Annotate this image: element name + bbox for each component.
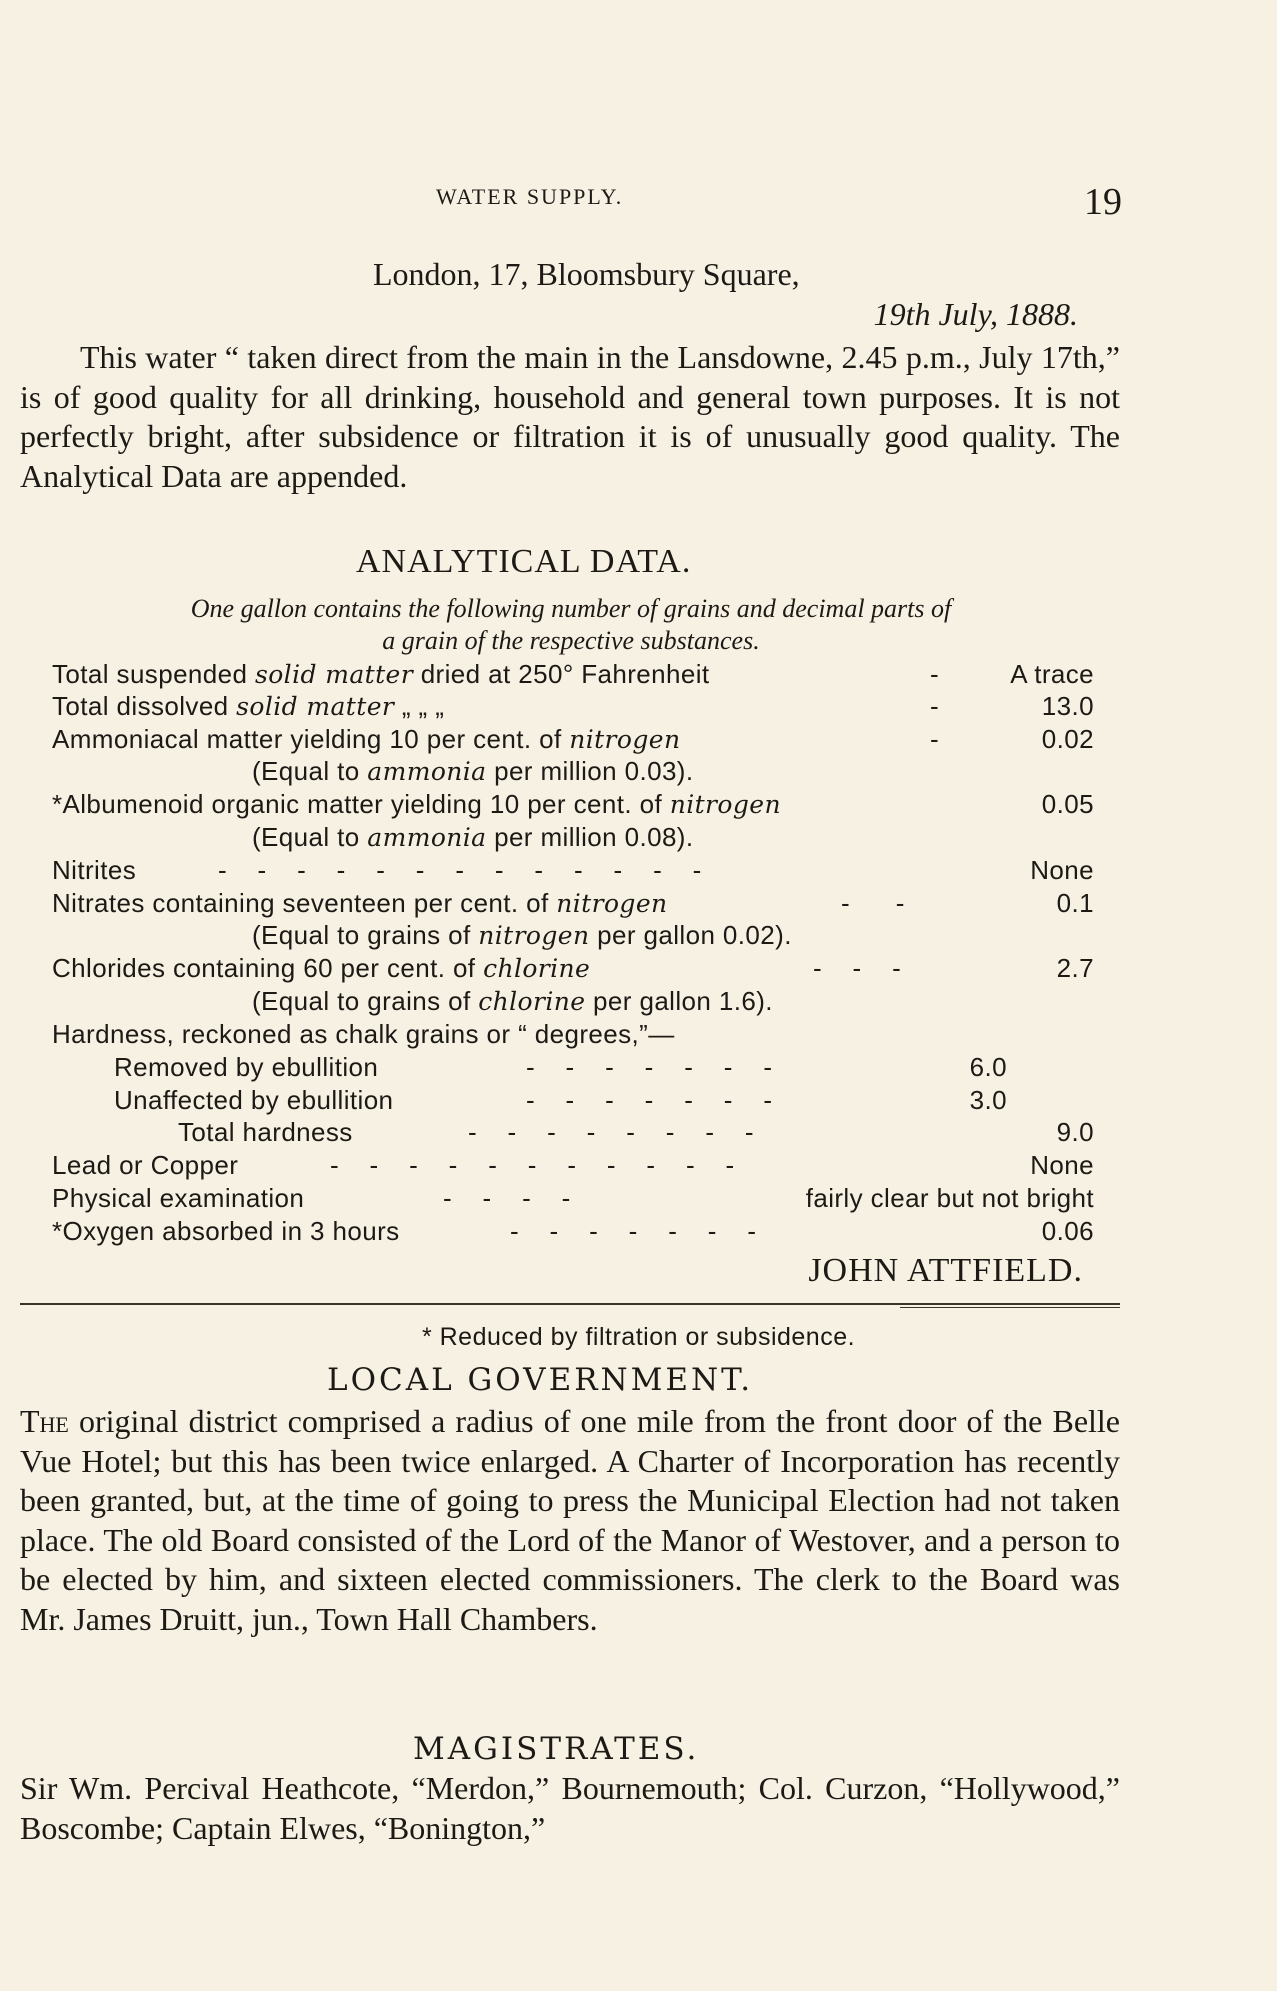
leader-dashes: - - - - - - - - xyxy=(468,1117,754,1147)
analysis-row xyxy=(0,1150,1277,1182)
label-text: Physical examination xyxy=(52,1183,305,1213)
label-text: (Equal to xyxy=(252,822,368,852)
label-text: Total dissolved xyxy=(52,691,237,721)
analysis-row xyxy=(0,822,1277,854)
analysis-row-label xyxy=(252,756,694,787)
analysis-row-label xyxy=(252,986,773,1017)
analysis-row-value: 13.0 xyxy=(1041,691,1094,721)
label-text-after: per million 0.08). xyxy=(486,822,694,852)
analysis-row xyxy=(0,1019,1277,1051)
analysis-row-value: A trace xyxy=(1010,659,1094,689)
label-text: *Albumenoid organic matter yielding 10 per cent. of xyxy=(52,789,670,819)
analysis-row-value: 0.05 xyxy=(1041,789,1094,819)
label-emphasis: nitrogen xyxy=(556,889,668,918)
label-text-after: dried at 250° Fahrenheit xyxy=(413,659,710,689)
analysis-row-value: 9.0 xyxy=(1056,1117,1094,1147)
analysis-row xyxy=(0,1117,1277,1149)
label-text: Ammoniacal matter yielding 10 per cent. of xyxy=(52,724,570,754)
analysis-row-label xyxy=(52,1183,304,1214)
label-emphasis: solid matter xyxy=(236,692,395,721)
label-text-after: „ „ „ xyxy=(394,691,445,721)
label-text: Nitrates containing seventeen per cent. of xyxy=(52,888,557,918)
local-government-text: original district comprised a radius of one mile from the front door of the Belle Vue Hotel; but this has been twice enlarged. A Charter of Incorporation has recently been granted, but, at the time of going to press the Municipal Election had not taken place. The old Board consisted of the Lord of the Manor of Westover, and a person to be elected by him, and sixteen elected commissioners. The clerk to the Board was Mr. James Druitt, jun., Town Hall Chambers. xyxy=(20,1403,1121,1637)
analysis-row-label xyxy=(52,1150,238,1181)
local-government-heading: LOCAL GOVERNMENT. xyxy=(327,1362,754,1398)
analysis-row-label xyxy=(178,1117,353,1148)
leader-dashes: - - - - xyxy=(443,1183,571,1213)
signature: JOHN ATTFIELD. xyxy=(808,1252,1083,1289)
divider-rule-short xyxy=(900,1307,1120,1308)
analysis-row-value: None xyxy=(1030,1150,1094,1180)
analysis-row xyxy=(0,1052,1277,1084)
letter-address: London, 17, Bloomsbury Square, xyxy=(373,256,800,292)
label-text: (Equal to grains of xyxy=(252,986,479,1016)
leader-dashes: - - - - - - - xyxy=(526,1085,773,1115)
analysis-row-label xyxy=(52,1019,675,1050)
leader-dashes: - - - xyxy=(813,953,902,983)
analysis-row-value: 0.1 xyxy=(1056,888,1094,918)
analysis-row xyxy=(0,986,1277,1018)
analysis-row-label xyxy=(52,659,710,690)
analysis-row-value: None xyxy=(1030,855,1094,885)
label-emphasis: ammonia xyxy=(367,757,487,786)
leader-dashes: - - - - - - - - - - - xyxy=(330,1150,735,1180)
label-text: Removed by ebullition xyxy=(114,1052,379,1082)
letter-date: 19th July, 1888. xyxy=(873,296,1078,332)
label-text: (Equal to grains of xyxy=(252,920,479,950)
analysis-row-value: 0.06 xyxy=(1041,1216,1094,1246)
analysis-row xyxy=(0,789,1277,821)
leader-dashes: - - - - - - - - - - - - - xyxy=(218,855,702,885)
label-emphasis: nitrogen xyxy=(569,725,681,754)
label-text: (Equal to xyxy=(252,756,368,786)
analysis-row-value: fairly clear but not bright xyxy=(805,1183,1094,1213)
label-text: Lead or Copper xyxy=(52,1150,239,1180)
leader-dashes: - xyxy=(930,724,940,754)
analysis-row-value: 0.02 xyxy=(1041,724,1094,754)
analysis-row-label xyxy=(52,789,781,820)
footnote: * Reduced by filtration or subsidence. xyxy=(421,1323,856,1351)
analysis-row-label xyxy=(52,691,444,722)
analysis-subtitle-line2: a grain of the respective substances. xyxy=(382,626,760,655)
analysis-row xyxy=(0,888,1277,920)
analysis-row xyxy=(0,1183,1277,1215)
analysis-row-label xyxy=(114,1085,393,1116)
leader-dashes: - - xyxy=(841,888,905,918)
leader-dashes: - - - - - - - xyxy=(526,1052,773,1082)
analysis-row xyxy=(0,1216,1277,1248)
analysis-row xyxy=(0,691,1277,723)
analysis-row-label xyxy=(52,855,136,886)
label-text: Chlorides containing 60 per cent. of xyxy=(52,953,484,983)
analysis-row-label xyxy=(252,920,792,951)
magistrates-heading: MAGISTRATES. xyxy=(413,1731,700,1767)
label-text: *Oxygen absorbed in 3 hours xyxy=(52,1216,400,1246)
analysis-row-value: 2.7 xyxy=(1056,953,1094,983)
label-text-after: per million 0.03). xyxy=(486,756,694,786)
label-emphasis: chlorine xyxy=(478,987,586,1016)
analysis-subtitle-line1: One gallon contains the following number of grains and decimal parts of xyxy=(190,594,952,623)
local-government-body xyxy=(20,1402,1120,1639)
label-text: Nitrites xyxy=(52,855,137,885)
local-government-lead: The xyxy=(20,1403,69,1439)
letter-body: This water “ taken direct from the main in the Lansdowne, 2.45 p.m., July 17th,” is of good quality for all drinking, household and general town purposes. It is not perfectly bright, after subsidence or filtration it is of unusually good quality. The Analytical Data are appended. xyxy=(20,339,1120,494)
label-text: Total hardness xyxy=(178,1117,353,1147)
analysis-row-label xyxy=(114,1052,378,1083)
analysis-row-value: 6.0 xyxy=(969,1052,1007,1082)
leader-dashes: - xyxy=(930,659,940,689)
page-number: 19 xyxy=(1084,181,1122,223)
label-text: Unaffected by ebullition xyxy=(114,1085,394,1115)
analysis-row xyxy=(0,724,1277,756)
divider-rule xyxy=(20,1303,1120,1305)
leader-dashes: - xyxy=(930,691,940,721)
label-emphasis: nitrogen xyxy=(478,921,590,950)
analysis-row xyxy=(0,659,1277,691)
running-head: WATER SUPPLY. xyxy=(436,184,624,209)
label-text: Total suspended xyxy=(52,659,255,689)
analysis-row-label xyxy=(52,953,590,984)
analysis-row-label xyxy=(52,888,668,919)
label-emphasis: solid matter xyxy=(255,660,414,689)
analytical-data-heading: ANALYTICAL DATA. xyxy=(356,543,692,580)
analysis-row xyxy=(0,920,1277,952)
label-emphasis: chlorine xyxy=(483,954,591,983)
analysis-row-label xyxy=(252,822,694,853)
analysis-row-label xyxy=(52,1216,400,1247)
analysis-row-label xyxy=(52,724,680,755)
label-emphasis: ammonia xyxy=(367,823,487,852)
label-text-after: per gallon 1.6). xyxy=(585,986,773,1016)
analysis-row-value: 3.0 xyxy=(969,1085,1007,1115)
magistrates-body: Sir Wm. Percival Heathcote, “Merdon,” Bournemouth; Col. Curzon, “Hollywood,” Boscombe; Captain Elwes, “Bonington,” xyxy=(20,1770,1120,1846)
analysis-row xyxy=(0,855,1277,887)
analysis-row xyxy=(0,1085,1277,1117)
label-emphasis: nitrogen xyxy=(669,790,781,819)
label-text: Hardness, reckoned as chalk grains or “ degrees,”— xyxy=(52,1019,675,1049)
analysis-row xyxy=(0,756,1277,788)
label-text-after: per gallon 0.02). xyxy=(589,920,792,950)
leader-dashes: - - - - - - - xyxy=(510,1216,757,1246)
analysis-row xyxy=(0,953,1277,985)
